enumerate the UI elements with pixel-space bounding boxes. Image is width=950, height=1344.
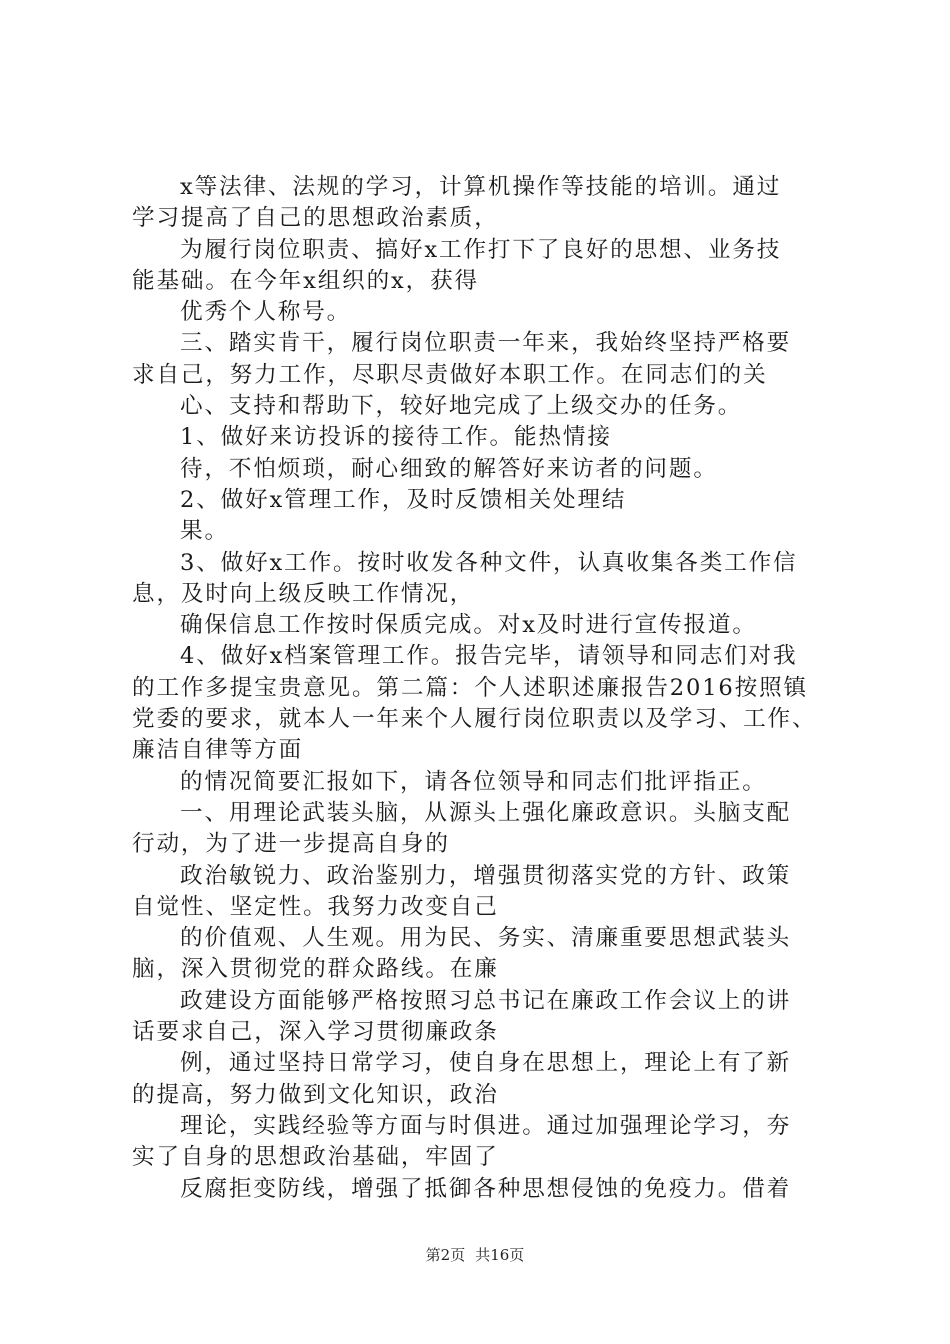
text-line: 政建设方面能够严格按照习总书记在廉政工作会议上的讲 bbox=[180, 987, 792, 1014]
document-body bbox=[132, 172, 832, 1205]
text-line: 求自己，努力工作，尽职尽责做好本职工作。在同志们的关 bbox=[132, 361, 768, 388]
text-line: 廉洁自律等方面 bbox=[132, 737, 304, 764]
text-line: 的工作多提宝贵意见。第二篇：个人述职述廉报告2016按照镇 bbox=[132, 674, 808, 701]
text-line: 的情况简要汇报如下，请各位领导和同志们批评指正。 bbox=[180, 768, 767, 795]
text-line: 学习提高了自己的思想政治素质， bbox=[132, 205, 499, 232]
text-line: 待，不怕烦琐，耐心细致的解答好来访者的问题。 bbox=[180, 455, 718, 482]
text-line: 为履行岗位职责、搞好x工作打下了良好的思想、业务技 bbox=[180, 236, 782, 263]
text-line: 理论，实践经验等方面与时俱进。通过加强理论学习，夯 bbox=[180, 1112, 792, 1139]
text-line: 行动，为了进一步提高自身的 bbox=[132, 831, 450, 858]
text-line: 息，及时向上级反映工作情况， bbox=[132, 580, 475, 607]
text-line: 优秀个人称号。 bbox=[180, 299, 352, 326]
text-line: 三、踏实肯干，履行岗位职责一年来，我始终坚持严格要 bbox=[180, 330, 792, 357]
text-line: 1、做好来访投诉的接待工作。能热情接 bbox=[180, 424, 612, 451]
page-number: 第2页 bbox=[425, 1246, 466, 1264]
text-line: 确保信息工作按时保质完成。对x及时进行宣传报道。 bbox=[180, 612, 757, 639]
text-line: 反腐拒变防线，增强了抵御各种思想侵蚀的免疫力。借着 bbox=[180, 1175, 792, 1202]
text-line: 能基础。在今年x组织的x，获得 bbox=[132, 267, 479, 294]
text-line: 例，通过坚持日常学习，使自身在思想上，理论上有了新 bbox=[180, 1050, 792, 1077]
total-pages: 共16页 bbox=[475, 1246, 525, 1264]
text-line: 话要求自己，深入学习贯彻廉政条 bbox=[132, 1019, 499, 1046]
text-line: 心、支持和帮助下，较好地完成了上级交办的任务。 bbox=[180, 393, 743, 420]
text-line: 果。 bbox=[180, 518, 229, 545]
text-line: 3、做好x工作。按时收发各种文件，认真收集各类工作信 bbox=[180, 549, 798, 576]
text-line: 一、用理论武装头脑，从源头上强化廉政意识。头脑支配 bbox=[180, 799, 792, 826]
text-line: 实了自身的思想政治基础，牢固了 bbox=[132, 1144, 499, 1171]
text-line: 的价值观、人生观。用为民、务实、清廉重要思想武装头 bbox=[180, 925, 792, 952]
text-line: x等法律、法规的学习，计算机操作等技能的培训。通过 bbox=[180, 174, 782, 200]
text-line: 脑，深入贯彻党的群众路线。在廉 bbox=[132, 956, 499, 983]
text-line: 4、做好x档案管理工作。报告完毕，请领导和同志们对我 bbox=[180, 643, 798, 670]
page-footer bbox=[0, 1244, 950, 1265]
text-line: 自觉性、坚定性。我努力改变自己 bbox=[132, 893, 499, 920]
text-line: 党委的要求，就本人一年来个人履行岗位职责以及学习、工作、 bbox=[132, 706, 817, 733]
text-line: 的提高，努力做到文化知识，政治 bbox=[132, 1081, 499, 1108]
text-line: 政治敏锐力、政治鉴别力，增强贯彻落实党的方针、政策 bbox=[180, 862, 792, 889]
text-line: 2、做好x管理工作，及时反馈相关处理结 bbox=[180, 486, 627, 513]
